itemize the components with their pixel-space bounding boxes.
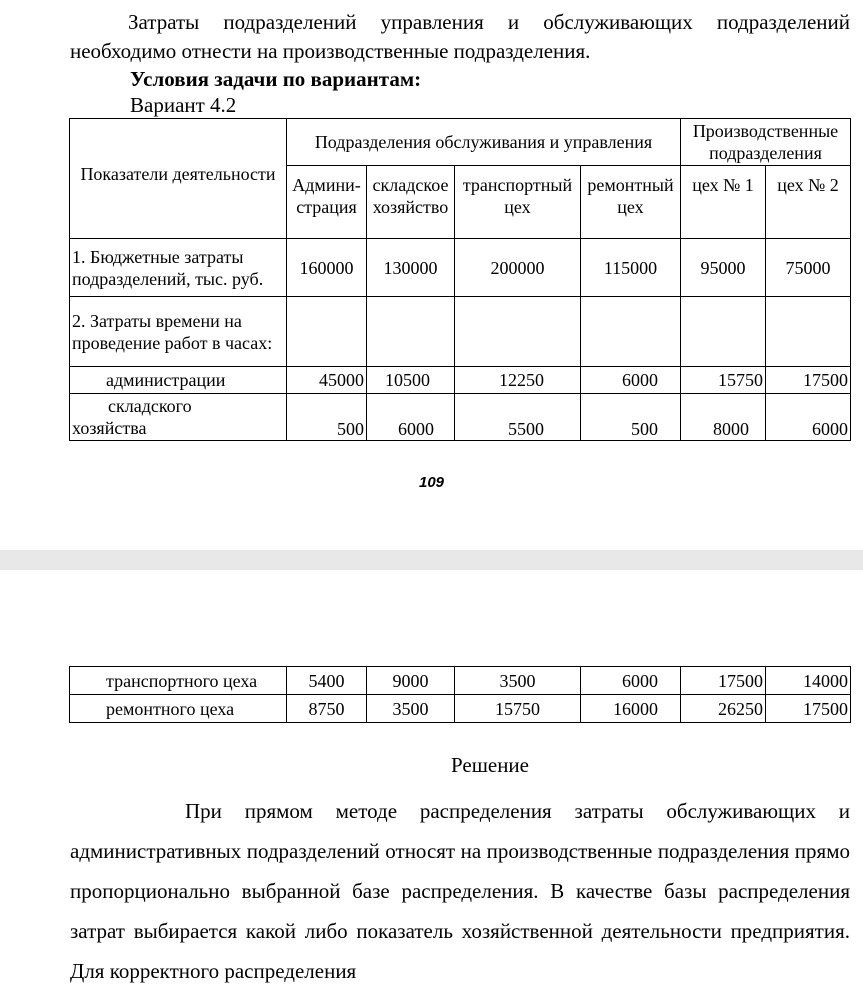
variant-label: Вариант 4.2 — [130, 93, 237, 117]
table-cell — [287, 297, 367, 367]
table-cell: 200000 — [455, 239, 581, 297]
table-cell: 3500 — [455, 667, 581, 695]
conditions-table-continued — [69, 666, 851, 723]
table-cell: 16000 — [581, 695, 681, 723]
conditions-heading: Условия задачи по вариантам: — [130, 67, 422, 91]
table-cell: 75000 — [766, 239, 851, 297]
table-cell: 115000 — [581, 239, 681, 297]
table-cell: 15750 — [455, 695, 581, 723]
header-col-repair: ремонтный цех — [581, 166, 681, 239]
row-label — [70, 394, 287, 441]
intro-line-1: Затраты подразделений управления и обслуживающих подразделений — [128, 10, 850, 34]
table-cell: 500 — [581, 394, 681, 441]
table-row — [70, 239, 851, 297]
solution-heading: Решение — [450, 753, 529, 777]
row-label: ремонтного цеха — [70, 695, 287, 723]
header-col-admin: Админи-страция — [287, 166, 367, 239]
table-cell: 10500 — [367, 367, 455, 394]
table-row — [70, 695, 851, 723]
table-cell: 17500 — [766, 695, 851, 723]
header-indicators: Показатели деятельности — [70, 119, 287, 239]
solution-paragraph: При прямом методе распределения затраты обслуживающих и административных подразделений относят на производственные подразделения прямо пропорционально выбранной базе распределения. В качестве базы распределения затрат выбирается какой либо показатель хозяйственной деятельности предприятия. Для корректного распределения — [70, 799, 850, 983]
header-col-shop2: цех № 2 — [766, 166, 851, 239]
header-col-warehouse: складское хозяйство — [367, 166, 455, 239]
page-separator — [0, 550, 863, 570]
table-cell: 130000 — [367, 239, 455, 297]
table-cell: 5500 — [455, 394, 581, 441]
row-label-line-1: складского — [108, 396, 192, 416]
table-cell: 12250 — [455, 367, 581, 394]
header-production-group: Производственные подразделения — [681, 119, 851, 166]
table-cell: 8000 — [681, 394, 766, 441]
intro-line-2: необходимо отнести на производственные подразделения. — [70, 39, 591, 63]
table-cell — [455, 297, 581, 367]
table-cell: 160000 — [287, 239, 367, 297]
table-cell — [581, 297, 681, 367]
row-label: 2. Затраты времени на проведение работ в часах: — [70, 297, 287, 367]
table-row — [70, 667, 851, 695]
row-label: 1. Бюджетные затраты подразделений, тыс. руб. — [70, 239, 287, 297]
table-cell: 9000 — [367, 667, 455, 695]
header-col-shop1: цех № 1 — [681, 166, 766, 239]
table-cell — [766, 297, 851, 367]
table-cell: 95000 — [681, 239, 766, 297]
header-col-transport: транспортный цех — [455, 166, 581, 239]
table-cell: 6000 — [367, 394, 455, 441]
table-cell — [367, 297, 455, 367]
table-cell: 5400 — [287, 667, 367, 695]
row-label: транспортного цеха — [70, 667, 287, 695]
table-cell: 15750 — [681, 367, 766, 394]
table-cell: 17500 — [681, 667, 766, 695]
table-cell: 6000 — [581, 667, 681, 695]
table-cell: 6000 — [581, 367, 681, 394]
row-label: администрации — [70, 367, 287, 394]
row-label-line-2: хозяйства — [72, 418, 147, 438]
table-cell: 45000 — [287, 367, 367, 394]
table-cell: 6000 — [766, 394, 851, 441]
table-cell: 26250 — [681, 695, 766, 723]
table-cell: 3500 — [367, 695, 455, 723]
table-cell: 17500 — [766, 367, 851, 394]
conditions-table — [69, 118, 851, 441]
page-number: 109 — [418, 474, 445, 491]
table-cell: 500 — [287, 394, 367, 441]
table-row — [70, 394, 851, 441]
table-cell — [681, 297, 766, 367]
table-row — [70, 297, 851, 367]
header-service-group: Подразделения обслуживания и управления — [287, 119, 681, 166]
table-row — [70, 367, 851, 394]
table-cell: 14000 — [766, 667, 851, 695]
table-cell: 8750 — [287, 695, 367, 723]
